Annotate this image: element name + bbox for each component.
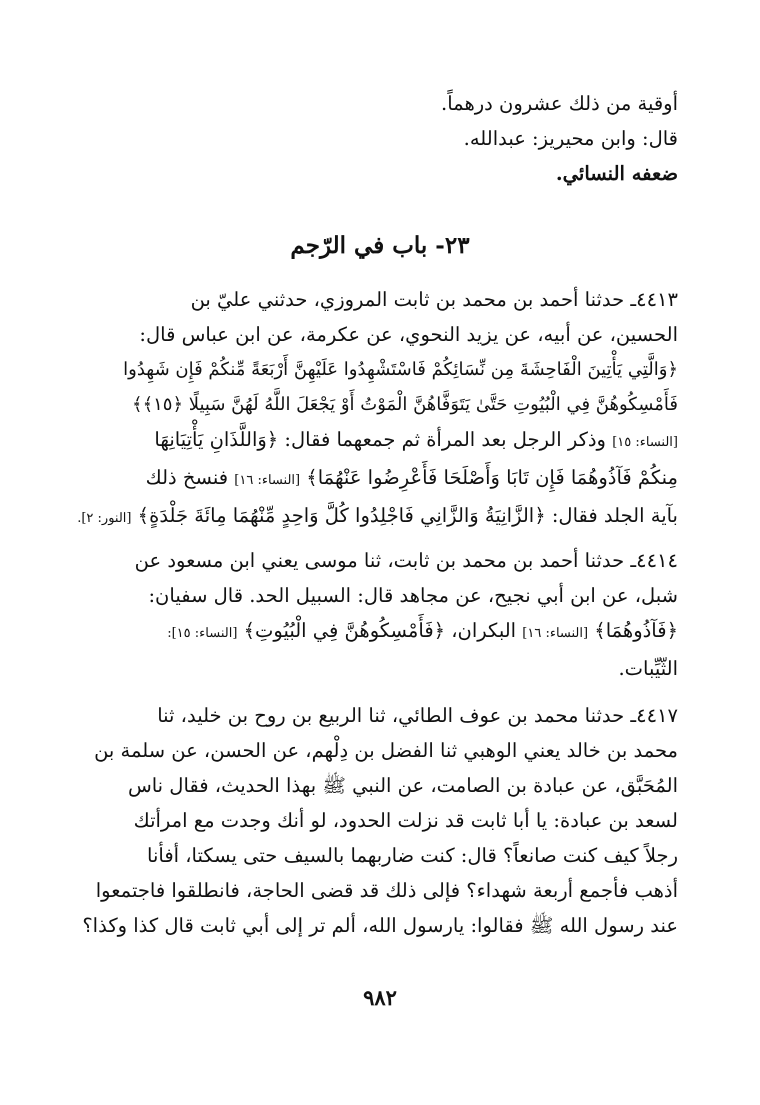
quran-reference: [النساء: ١٦]	[234, 473, 301, 488]
hadith-4417-line-2: محمد بن خالد يعني الوهبي ثنا الفضل بن دِلْهم، عن الحسن، عن سلمة بن	[94, 739, 678, 762]
hadith-4414-line-3	[80, 613, 678, 651]
hadith-4413-line-7	[77, 498, 678, 536]
hadith-4417-line-6: أذهب فأجمع أربعة شهداء؟ فإلى ذلك قد قضى الحاجة، فانطلقوا فاجتمعوا	[95, 879, 678, 902]
intro-line-3: ضعفه النسائي.	[555, 162, 678, 185]
hadith-4413-line-4: فَأَمْسِكُوهُنَّ فِي الْبُيُوتِ حَتَّىٰ يَتَوَفَّاهُنَّ الْمَوْتُ أَوْ يَجْعَلَ اللَّهُ لَهُنَّ سَبِيلًا ﴿١٥﴾﴾	[132, 394, 678, 415]
hadith-4417-line-1: ٤٤١٧ـ حدثنا محمد بن عوف الطائي، ثنا الربيع بن روح بن خليد، ثنا	[157, 704, 678, 727]
chapter-heading: ٢٣- باب في الرّجم	[290, 232, 470, 259]
quran-reference: [النساء: ١٥]	[612, 435, 678, 450]
hadith-4414-line-3-b: البكران، ﴿فَأَمْسِكُوهُنَّ فِي الْبُيُوتِ﴾	[237, 619, 523, 642]
hadith-4417	[80, 698, 678, 943]
intro-line-2: قال: وابن محيريز: عبدالله.	[463, 127, 678, 150]
hadith-4413-line-2: الحسين، عن أبيه، عن يزيد النحوي، عن عكرمة، عن ابن عباس قال:	[139, 323, 678, 346]
hadith-4413-line-5-text: وذكر الرجل بعد المرأة ثم جمعهما فقال: ﴿وَاللَّذَانِ يَأْتِيَانِهَا	[154, 428, 613, 451]
intro-line-1: أوقية من ذلك عشرون درهماً.	[441, 92, 678, 115]
hadith-4414	[80, 543, 678, 686]
hadith-4413-line-5	[80, 422, 678, 460]
hadith-4417-line-5: رجلاً كيف كنت صانعاً؟ قال: كنت ضاربهما بالسيف حتى يسكتا، أفأنا	[147, 844, 678, 867]
hadith-4413-line-6-tail: فنسخ ذلك	[145, 466, 235, 489]
hadith-4417-line-4: لسعد بن عبادة: يا أبا ثابت قد نزلت الحدود، لو أنك وجدت مع امرأتك	[133, 809, 678, 832]
page-number: ٩٨٢	[363, 985, 397, 1010]
hadith-4413-line-6	[80, 460, 678, 498]
hadith-4414-line-1: ٤٤١٤ـ حدثنا أحمد بن محمد بن ثابت، ثنا موسى يعني ابن مسعود عن	[134, 549, 678, 572]
hadith-4417-line-3: المُحَبَّق، عن عبادة بن الصامت، عن النبي ﷺ بهذا الحديث، فقال ناس	[127, 774, 678, 797]
hadith-4413-line-3: ﴿وَالَّتِي يَأْتِينَ الْفَاحِشَةَ مِن نِّسَائِكُمْ فَاسْتَشْهِدُوا عَلَيْهِنَّ أَرْبَعَةً مِّنكُمْ فَإِن شَهِدُوا	[123, 359, 678, 380]
quran-reference: [النساء: ١٥]:	[167, 626, 238, 641]
quran-reference: [النور: ٢].	[77, 511, 132, 526]
hadith-4413-line-7-text: بآية الجلد فقال: ﴿الزَّانِيَةُ وَالزَّانِي فَاجْلِدُوا كُلَّ وَاحِدٍ مِّنْهُمَا مِائَةَ جَلْدَةٍ﴾	[131, 504, 678, 527]
hadith-4413-line-6-text: مِنكُمْ فَآذُوهُمَا فَإِن تَابَا وَأَصْلَحَا فَأَعْرِضُوا عَنْهُمَا﴾	[300, 466, 678, 489]
hadith-4414-line-2: شبل، عن ابن أبي نجيح، عن مجاهد قال: السبيل الحد. قال سفيان:	[148, 584, 678, 607]
hadith-4417-line-7: عند رسول الله ﷺ فقالوا: يارسول الله، ألم تر إلى أبي ثابت قال كذا وكذا؟	[82, 914, 678, 937]
hadith-4414-line-4: الثّيِّبات.	[618, 657, 678, 680]
intro-text	[80, 86, 678, 191]
hadith-4414-line-3-a: ﴿فَآذُوهُمَا﴾	[588, 619, 678, 642]
hadith-4413-line-1: ٤٤١٣ـ حدثنا أحمد بن محمد بن ثابت المروزي، حدثني عليّ بن	[190, 288, 678, 311]
quran-reference: [النساء: ١٦]	[522, 626, 589, 641]
hadith-4413	[77, 282, 678, 536]
